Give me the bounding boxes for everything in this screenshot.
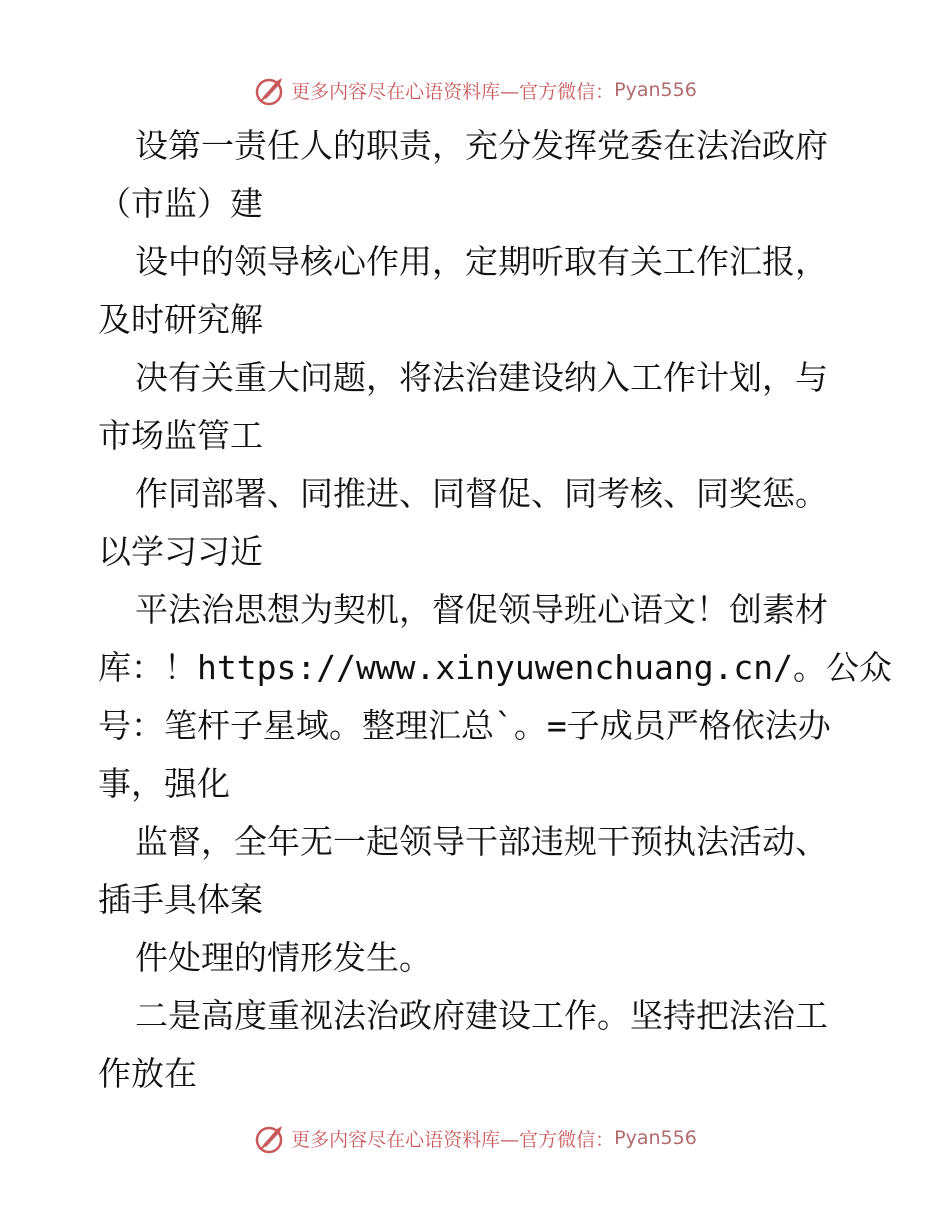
text-line: 二是高度重视法治政府建设工作。坚持把法治工 — [135, 996, 828, 1035]
text-line: （市监）建 — [98, 184, 263, 223]
text-line: 号：笔杆子星域。整理汇总`。=子成员严格依法办 — [98, 706, 831, 745]
text-line: 平法治思想为契机，督促领导班心语文！创素材 — [135, 590, 828, 629]
text-line: 市场监管工 — [98, 416, 263, 455]
text-line: 事，强化 — [98, 764, 230, 803]
text-line: 及时研究解 — [98, 300, 263, 339]
watermark-wechat-id: Pyan556 — [614, 1127, 697, 1149]
feather-pen-logo-icon — [253, 1121, 287, 1155]
text-line: 作同部署、同推进、同督促、同考核、同奖惩。 — [135, 474, 828, 513]
footer-watermark — [0, 1118, 950, 1158]
watermark-wechat-id: Pyan556 — [614, 79, 697, 101]
text-line: 作放在 — [98, 1054, 197, 1093]
watermark-brand-text: 更多内容尽在心语资料库—官方微信： — [291, 80, 615, 103]
text-line: 决有关重大问题，将法治建设纳入工作计划，与 — [135, 358, 828, 397]
text-line: 监督，全年无一起领导干部违规干预执法活动、 — [135, 822, 828, 861]
feather-pen-logo-icon — [253, 73, 287, 107]
text-line: 件处理的情形发生。 — [135, 938, 432, 977]
text-line: 插手具体案 — [98, 880, 263, 919]
text-line: 设第一责任人的职责，充分发挥党委在法治政府 — [135, 126, 828, 165]
text-line: 库：！https://www.xinyuwenchuang.cn/。公众 — [98, 648, 893, 687]
header-watermark — [0, 70, 950, 110]
text-line: 以学习习近 — [98, 532, 263, 571]
text-line: 设中的领导核心作用，定期听取有关工作汇报， — [135, 242, 828, 281]
document-body — [98, 117, 898, 1103]
watermark-brand-text: 更多内容尽在心语资料库—官方微信： — [291, 1128, 615, 1151]
